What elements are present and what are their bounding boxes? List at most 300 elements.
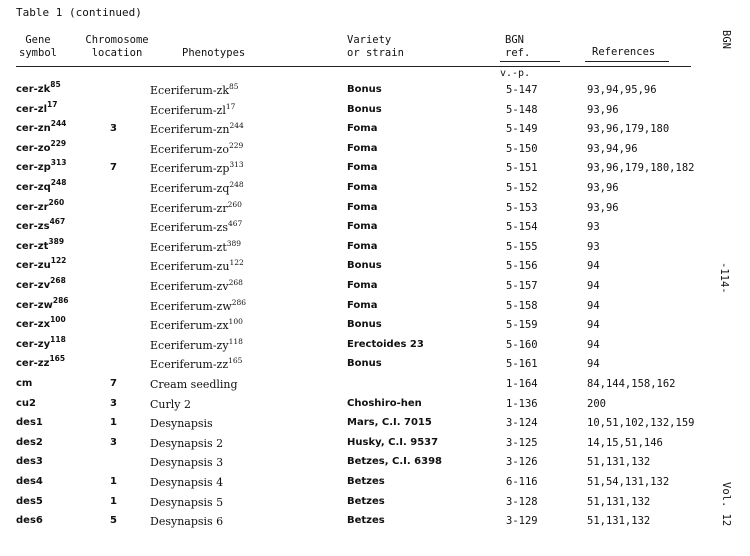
references	[587, 221, 600, 233]
references-text: 94	[587, 319, 600, 332]
variety-strain-text: Foma	[347, 162, 378, 174]
bgn-ref-text: 1-164	[506, 378, 538, 390]
header-bgn-line1: BGN	[505, 34, 524, 46]
references-text: 51,131,132	[587, 495, 651, 508]
phenotype-text: Eceriferum-zw	[150, 299, 232, 313]
bgn-ref	[506, 300, 538, 312]
phenotype-text: Desynapsis 5	[150, 495, 224, 509]
gene-symbol-text: cer-zl	[16, 103, 48, 115]
gene-symbol-text: des1	[16, 417, 43, 429]
chromosome-location	[110, 476, 117, 487]
variety-strain	[347, 496, 385, 507]
header-gene-line1: Gene	[25, 34, 51, 46]
variety-strain-text: Husky, C.I. 9537	[347, 436, 439, 448]
references-text: 94	[587, 358, 600, 371]
chromosome-location	[110, 417, 117, 428]
phenotype-text: Eceriferum-zt	[150, 240, 227, 254]
phenotype-text: Eceriferum-zq	[150, 182, 230, 195]
gene-symbol-text: des5	[16, 495, 43, 507]
references-text: 94	[587, 299, 600, 312]
variety-strain	[347, 104, 382, 115]
bgn-ref	[506, 515, 538, 527]
bgn-ref-text: 5-148	[506, 103, 538, 116]
bgn-ref	[506, 496, 538, 508]
chromosome-location-text: 1	[110, 476, 117, 487]
phenotype-text: Eceriferum-zs	[150, 221, 228, 235]
gene-symbol	[16, 197, 65, 213]
references-text: 93,94,95,96	[587, 84, 657, 96]
variety-strain-text: Betzes	[347, 476, 385, 487]
bgn-ref-text: 3-124	[506, 417, 538, 430]
references-text: 93,96	[587, 182, 619, 194]
gene-symbol-text: cer-zw	[16, 299, 53, 311]
variety-strain	[347, 260, 382, 271]
references-text: 93,96,179,180,182	[587, 162, 695, 175]
gene-symbol-text: cm	[16, 378, 33, 389]
variety-strain	[347, 456, 442, 467]
variety-strain	[347, 241, 377, 252]
bgn-ref	[506, 358, 538, 370]
references	[587, 398, 606, 410]
bgn-ref-text: 5-160	[506, 338, 538, 351]
gene-symbol-text: cer-zk	[16, 84, 51, 95]
phenotype	[150, 437, 223, 450]
phenotype-text: Eceriferum-zx	[150, 319, 229, 333]
variety-strain-text: Foma	[347, 201, 378, 213]
variety-strain-text: Foma	[347, 221, 378, 233]
header-chromosome-location	[80, 34, 154, 60]
bgn-ref-text: 5-152	[506, 182, 538, 194]
phenotype-text: Eceriferum-zl	[150, 103, 226, 117]
references	[587, 300, 600, 312]
references	[587, 241, 600, 253]
gene-symbol	[16, 236, 65, 252]
phenotype	[150, 417, 213, 430]
phenotype	[150, 378, 238, 391]
bgn-ref	[506, 260, 538, 272]
gene-symbol-superscript: 389	[48, 236, 65, 246]
header-vp: v.-p.	[500, 68, 531, 79]
chromosome-location	[110, 398, 117, 409]
variety-strain-text: Bonus	[347, 84, 382, 95]
table-row	[0, 119, 700, 143]
phenotype	[150, 140, 244, 156]
variety-strain-text: Bonus	[347, 319, 382, 331]
variety-strain	[347, 280, 377, 291]
references-text: 51,131,132	[587, 456, 651, 469]
gene-symbol-text: cer-zq	[16, 182, 51, 193]
variety-strain-text: Bonus	[347, 260, 382, 272]
variety-strain-text: Foma	[347, 240, 378, 252]
bgn-ref	[506, 378, 538, 390]
bgn-ref-text: 5-149	[506, 123, 538, 136]
header-chromosome-line1: Chromosome	[85, 34, 149, 46]
bgn-ref	[506, 123, 538, 135]
gene-symbol	[16, 99, 58, 115]
bgn-ref-text: 6-116	[506, 476, 538, 488]
references-text: 93,94,96	[587, 142, 638, 155]
variety-strain	[347, 319, 382, 330]
bgn-ref-text: 3-126	[506, 456, 538, 469]
bgn-ref	[506, 162, 538, 174]
gene-symbol-text: cer-zr	[16, 201, 49, 213]
header-phenotypes: Phenotypes	[182, 47, 246, 59]
bgn-ref-text: 3-129	[506, 515, 538, 528]
chromosome-location	[110, 496, 117, 507]
phenotype-superscript: 165	[228, 356, 243, 366]
header-variety	[347, 34, 404, 60]
variety-strain	[347, 221, 377, 232]
table-row	[0, 515, 700, 535]
table-row	[0, 398, 700, 418]
bgn-ref-text: 5-158	[506, 299, 538, 312]
references-text: 93,96	[587, 103, 619, 116]
table-row	[0, 158, 700, 182]
gene-symbol-superscript: 260	[48, 197, 65, 207]
gene-symbol	[16, 515, 43, 526]
gene-symbol	[16, 496, 43, 507]
variety-strain	[347, 358, 382, 369]
references	[587, 84, 657, 96]
table-row	[0, 417, 700, 437]
table-row	[0, 354, 700, 378]
gene-symbol-superscript: 17	[47, 99, 58, 109]
phenotype-superscript: 17	[225, 101, 236, 111]
phenotype	[150, 456, 223, 469]
references-text: 51,131,132	[587, 515, 651, 528]
gene-symbol-text: cer-zy	[16, 338, 51, 350]
gene-symbol-text: des3	[16, 456, 43, 468]
references	[587, 339, 600, 351]
side-label-bgn: BGN	[720, 30, 732, 49]
references	[587, 496, 650, 508]
bgn-ref-text: 3-125	[506, 436, 538, 449]
header-rule	[16, 66, 691, 67]
phenotype	[150, 358, 242, 371]
phenotype-text: Desynapsis	[150, 417, 213, 431]
phenotype-superscript: 229	[228, 140, 244, 150]
chromosome-location-text: 1	[110, 495, 117, 507]
header-underline-bgn	[500, 61, 560, 62]
phenotype-superscript: 100	[228, 317, 243, 327]
phenotype	[150, 101, 236, 117]
references	[587, 476, 669, 488]
references	[587, 143, 638, 155]
chromosome-location	[110, 437, 117, 448]
bgn-ref	[506, 437, 538, 449]
bgn-ref-text: 5-154	[506, 221, 538, 234]
references	[587, 437, 663, 449]
gene-symbol	[16, 178, 67, 193]
phenotype-superscript: 467	[228, 219, 243, 229]
chromosome-location-text: 7	[110, 162, 117, 174]
chromosome-location	[110, 123, 117, 134]
references-text: 84,144,158,162	[587, 378, 676, 390]
variety-strain-text: Betzes, C.I. 6398	[347, 456, 442, 468]
bgn-ref-text: 3-128	[506, 495, 538, 508]
gene-symbol	[16, 378, 32, 389]
phenotype-superscript: 118	[228, 336, 243, 346]
gene-symbol-text: cer-zz	[16, 358, 50, 370]
phenotype-text: Desynapsis 3	[150, 456, 224, 470]
phenotype-text: Eceriferum-zy	[150, 338, 229, 352]
table-row	[0, 99, 700, 124]
phenotype-text: Eceriferum-zu	[150, 260, 230, 274]
phenotype-superscript: 268	[228, 278, 243, 287]
table-row	[0, 496, 700, 516]
phenotype-text: Eceriferum-zv	[150, 280, 229, 293]
gene-symbol-text: des4	[16, 476, 43, 487]
chromosome-location-text: 5	[110, 515, 117, 527]
gene-symbol-text: cer-zt	[16, 240, 49, 252]
gene-symbol	[16, 398, 36, 409]
gene-symbol-superscript: 467	[49, 217, 66, 227]
gene-symbol	[16, 315, 66, 331]
gene-symbol	[16, 119, 67, 135]
references	[587, 358, 600, 370]
phenotype	[150, 398, 191, 411]
chromosome-location-text: 7	[110, 378, 117, 389]
phenotype-text: Curly 2	[150, 397, 191, 411]
variety-strain	[347, 162, 377, 173]
references	[587, 260, 600, 272]
phenotype	[150, 260, 244, 273]
phenotype	[150, 182, 244, 195]
chromosome-location-text: 3	[110, 436, 117, 448]
variety-strain	[347, 398, 422, 409]
gene-symbol-superscript: 118	[50, 334, 66, 344]
variety-strain	[347, 123, 377, 134]
bgn-ref	[506, 143, 538, 155]
references-text: 93	[587, 240, 600, 253]
variety-strain-text: Foma	[347, 123, 378, 135]
table-row	[0, 476, 700, 496]
bgn-ref-text: 5-159	[506, 319, 538, 332]
references	[587, 417, 694, 429]
variety-strain	[347, 437, 438, 448]
gene-symbol-text: cer-zo	[16, 142, 51, 154]
references	[587, 319, 600, 331]
variety-strain-text: Bonus	[347, 103, 382, 115]
gene-symbol-text: cer-zu	[16, 260, 51, 272]
phenotype	[150, 515, 223, 528]
gene-symbol	[16, 138, 67, 154]
phenotype	[150, 221, 242, 234]
references-text: 93,96	[587, 201, 619, 214]
gene-symbol-superscript: 286	[52, 295, 69, 305]
header-chromosome-line2: location	[91, 47, 143, 59]
references	[587, 104, 619, 116]
gene-symbol	[16, 217, 66, 233]
references	[587, 202, 619, 214]
phenotype	[150, 319, 243, 332]
gene-symbol-superscript: 268	[50, 276, 66, 285]
bgn-ref-text: 5-157	[506, 280, 538, 292]
bgn-ref-text: 5-156	[506, 260, 538, 273]
table-row	[0, 456, 700, 476]
table-row	[0, 276, 700, 300]
variety-strain-text: Erectoides 23	[347, 338, 424, 350]
gene-symbol-superscript: 248	[50, 178, 67, 187]
phenotype-text: Eceriferum-zz	[150, 358, 229, 372]
side-page-number: -114-	[718, 262, 730, 294]
variety-strain	[347, 84, 382, 95]
phenotype-text: Eceriferum-zo	[150, 142, 229, 156]
phenotype	[150, 280, 243, 293]
variety-strain	[347, 143, 377, 154]
table-row	[0, 178, 700, 202]
variety-strain-text: Foma	[347, 299, 378, 311]
phenotype	[150, 84, 239, 97]
table-row	[0, 197, 700, 222]
table-row	[0, 437, 700, 457]
gene-symbol-superscript: 165	[49, 354, 66, 364]
variety-strain-text: Foma	[347, 280, 378, 291]
phenotype	[150, 336, 243, 352]
bgn-ref	[506, 221, 538, 233]
gene-symbol	[16, 276, 66, 291]
variety-strain	[347, 417, 432, 428]
variety-strain-text: Foma	[347, 182, 378, 193]
phenotype	[150, 123, 244, 136]
chromosome-location-text: 1	[110, 417, 117, 429]
phenotype-superscript: 389	[226, 238, 242, 248]
bgn-ref	[506, 280, 538, 292]
header-bgn-ref	[505, 34, 530, 60]
phenotype	[150, 199, 242, 215]
phenotype	[150, 496, 223, 509]
references	[587, 378, 676, 390]
bgn-ref	[506, 476, 538, 488]
bgn-ref-text: 5-151	[506, 162, 538, 175]
gene-symbol	[16, 456, 43, 467]
table-row	[0, 378, 700, 398]
variety-strain	[347, 476, 385, 487]
bgn-ref	[506, 319, 538, 331]
phenotype-text: Desynapsis 4	[150, 476, 224, 489]
variety-strain-text: Betzes	[347, 495, 385, 507]
gene-symbol-text: cer-zn	[16, 123, 51, 135]
gene-symbol-text: cer-zp	[16, 162, 51, 174]
gene-symbol	[16, 80, 61, 95]
references-text: 200	[587, 397, 606, 410]
references-text: 94	[587, 260, 600, 273]
references	[587, 123, 669, 135]
gene-symbol-text: des2	[16, 436, 43, 448]
bgn-ref	[506, 84, 538, 96]
gene-symbol	[16, 158, 67, 174]
bgn-ref-text: 5-161	[506, 358, 538, 371]
phenotype-superscript: 260	[227, 199, 242, 209]
variety-strain-text: Foma	[347, 142, 378, 154]
gene-symbol	[16, 354, 66, 370]
header-bgn-line2: ref.	[505, 47, 531, 59]
bgn-ref	[506, 339, 538, 351]
side-volume: Vol. 12	[720, 482, 732, 527]
phenotype-superscript: 122	[229, 258, 244, 268]
bgn-ref	[506, 398, 538, 410]
bgn-ref	[506, 182, 538, 194]
variety-strain-text: Choshiro-hen	[347, 397, 422, 409]
gene-symbol-superscript: 313	[50, 158, 67, 168]
table-row	[0, 138, 700, 163]
phenotype-text: Eceriferum-zk	[150, 84, 230, 97]
variety-strain	[347, 182, 377, 193]
phenotype	[150, 162, 244, 175]
table-row	[0, 256, 700, 280]
gene-symbol-text: cu2	[16, 397, 37, 409]
bgn-ref	[506, 241, 538, 253]
phenotype-superscript: 244	[229, 121, 244, 131]
references-text: 14,15,51,146	[587, 436, 663, 449]
phenotype-superscript: 286	[231, 297, 247, 307]
chromosome-location-text: 3	[110, 123, 117, 135]
bgn-ref-text: 5-150	[506, 142, 538, 155]
table-row	[0, 80, 700, 104]
chromosome-location	[110, 378, 117, 389]
header-gene-line2: symbol	[19, 47, 57, 59]
table-row	[0, 217, 700, 241]
variety-strain-text: Bonus	[347, 358, 382, 370]
bgn-ref	[506, 456, 538, 468]
phenotype	[150, 238, 242, 254]
table-row	[0, 295, 700, 320]
variety-strain-text: Betzes	[347, 515, 385, 527]
bgn-ref	[506, 104, 538, 116]
header-variety-line2: or strain	[347, 47, 404, 59]
references-text: 93,96,179,180	[587, 123, 670, 136]
table-row	[0, 236, 700, 261]
phenotype-text: Eceriferum-zp	[150, 162, 230, 176]
phenotype-text: Desynapsis 6	[150, 515, 224, 529]
gene-symbol-text: cer-zx	[16, 319, 51, 331]
variety-strain	[347, 339, 424, 350]
references-text: 94	[587, 338, 600, 351]
gene-symbol-text: des6	[16, 515, 43, 527]
phenotype-text: Eceriferum-zn	[150, 123, 230, 137]
chromosome-location	[110, 515, 117, 526]
references-text: 51,54,131,132	[587, 476, 670, 488]
bgn-ref	[506, 417, 538, 429]
gene-symbol	[16, 295, 69, 311]
chromosome-location-text: 3	[110, 397, 117, 409]
references-text: 10,51,102,132,159	[587, 417, 695, 430]
variety-strain-text: Mars, C.I. 7015	[347, 417, 432, 429]
phenotype-superscript: 85	[229, 82, 239, 91]
chromosome-location	[110, 162, 117, 173]
bgn-ref-text: 1-136	[506, 397, 538, 410]
header-variety-line1: Variety	[347, 34, 392, 46]
phenotype-text: Desynapsis 2	[150, 436, 224, 450]
gene-symbol-superscript: 244	[50, 119, 67, 129]
variety-strain	[347, 202, 377, 213]
gene-symbol-text: cer-zs	[16, 221, 50, 233]
variety-strain	[347, 515, 385, 526]
table-row	[0, 315, 700, 339]
references-text: 94	[587, 280, 600, 292]
gene-symbol	[16, 476, 43, 487]
phenotype-text: Cream seedling	[150, 378, 238, 391]
gene-symbol-superscript: 229	[50, 138, 67, 148]
references	[587, 280, 600, 292]
gene-symbol	[16, 256, 67, 272]
gene-symbol	[16, 417, 43, 428]
phenotype-superscript: 313	[229, 160, 244, 170]
header-gene-symbol	[16, 34, 60, 60]
phenotype-superscript: 248	[229, 180, 244, 189]
gene-symbol-superscript: 122	[50, 256, 67, 266]
references	[587, 162, 694, 174]
